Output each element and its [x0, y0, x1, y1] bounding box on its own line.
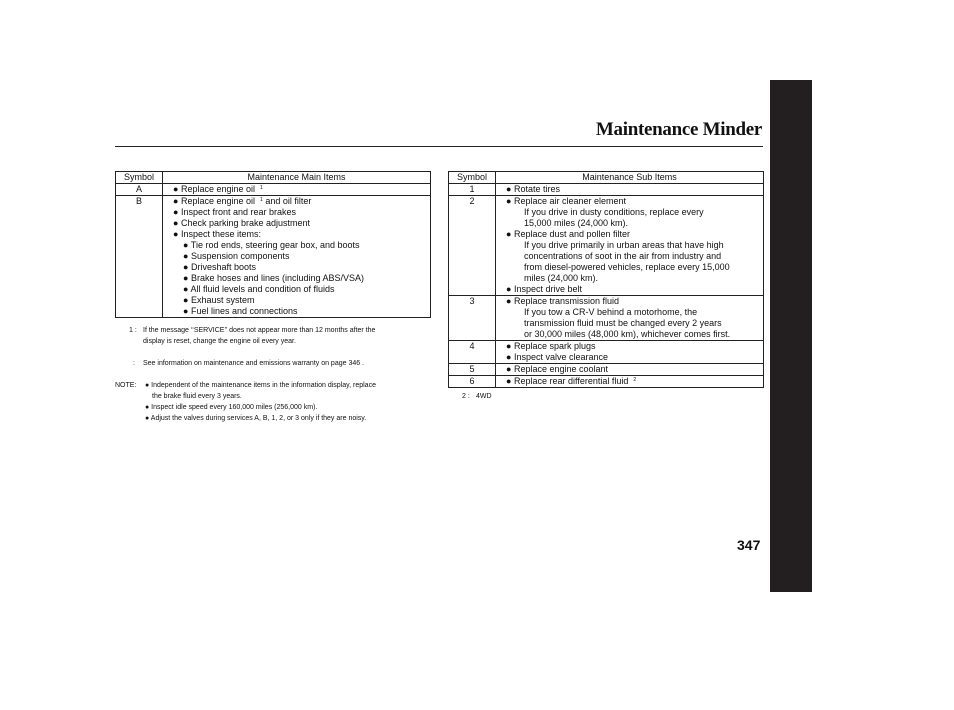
sub-symbol: 1 — [449, 184, 496, 196]
bullet-icon: ● — [506, 184, 512, 194]
main-item — [165, 240, 428, 251]
bullet-icon: ● — [173, 218, 179, 228]
sub-item-text: Replace dust and pollen filter — [513, 229, 631, 239]
main-item-text: Brake hoses and lines (including ABS/VSA) — [190, 273, 365, 283]
sub-row — [449, 376, 764, 388]
main-item-text: Check parking brake adjustment — [180, 218, 311, 228]
footnote-1-marker: 1 : — [129, 327, 137, 334]
main-item-text: Suspension components — [190, 251, 290, 261]
note-line-1: ● Independent of the maintenance items in the information display, replace — [145, 382, 376, 389]
bullet-icon: ● — [183, 262, 189, 272]
sub-item — [498, 352, 761, 363]
sub-symbol: 4 — [449, 341, 496, 364]
note-line-4: ● Adjust the valves during services A, B, 1, 2, or 3 only if they are noisy. — [145, 415, 367, 422]
title-rule — [115, 146, 763, 147]
bullet-icon: ● — [506, 196, 512, 206]
sub-item-text: or 30,000 miles (48,000 km), whichever comes first. — [524, 329, 731, 339]
sub-row — [449, 184, 764, 196]
main-item — [165, 229, 428, 240]
main-row — [116, 184, 431, 196]
footnote-warranty-marker: : — [133, 360, 135, 367]
bullet-icon: ● — [173, 229, 179, 239]
footnote-ref: 1 — [260, 197, 263, 203]
section-tab — [770, 80, 812, 592]
sub-items-cell — [496, 184, 764, 196]
main-symbol: A — [116, 184, 163, 196]
main-item-text: Replace engine oil — [180, 196, 256, 206]
bullet-icon: ● — [506, 341, 512, 351]
sub-items-table — [448, 171, 764, 388]
sub-row — [449, 296, 764, 341]
sub-item-text: If you drive in dusty conditions, replace every — [524, 207, 704, 217]
sub-items-cell — [496, 296, 764, 341]
main-item — [165, 184, 428, 195]
main-items-table — [115, 171, 431, 318]
bullet-icon: ● — [506, 376, 512, 386]
sub-item-text: Replace rear differential fluid — [513, 376, 629, 386]
sub-item-text: concentrations of soot in the air from industry and — [524, 251, 722, 261]
main-item — [165, 251, 428, 262]
sub-item-text: 15,000 miles (24,000 km). — [524, 218, 629, 228]
sub-item — [498, 284, 761, 295]
main-item-text: Inspect these items: — [180, 229, 261, 239]
main-item — [165, 284, 428, 295]
main-row — [116, 196, 431, 318]
main-item — [165, 295, 428, 306]
sub-item — [498, 196, 761, 207]
bullet-icon: ● — [173, 196, 179, 206]
main-item-text: Inspect front and rear brakes — [180, 207, 297, 217]
sub-item — [498, 207, 761, 218]
main-item-text: Fuel lines and connections — [190, 306, 298, 316]
note-line-3: ● Inspect idle speed every 160,000 miles (256,000 km). — [145, 404, 318, 411]
main-item-suffix: and oil filter — [265, 196, 312, 206]
sub-item-text: Rotate tires — [513, 184, 560, 194]
sub-item — [498, 376, 761, 387]
note-label: NOTE: — [115, 382, 137, 389]
bullet-icon: ● — [183, 306, 189, 316]
sub-item-text: Inspect valve clearance — [513, 352, 609, 362]
main-item — [165, 218, 428, 229]
footnote-warranty-text: See information on maintenance and emissions warranty on page 346 . — [143, 360, 365, 367]
sub-items-header: Maintenance Sub Items — [496, 172, 764, 184]
bullet-icon: ● — [183, 295, 189, 305]
bullet-icon: ● — [506, 229, 512, 239]
page-number: 347 — [737, 537, 761, 553]
main-items-header: Maintenance Main Items — [163, 172, 431, 184]
sub-row — [449, 364, 764, 376]
footnote-2-text: 4WD — [476, 393, 492, 400]
sub-items-cell — [496, 364, 764, 376]
main-item-text: All fluid levels and condition of fluids — [190, 284, 335, 294]
sub-item — [498, 251, 761, 262]
sub-row — [449, 341, 764, 364]
main-symbol: B — [116, 196, 163, 318]
footnote-2-marker: 2 : — [462, 393, 470, 400]
footnote-ref: 2 — [633, 377, 637, 383]
note-line-2: the brake fluid every 3 years. — [152, 393, 242, 400]
bullet-icon: ● — [173, 184, 179, 194]
sub-symbol-header: Symbol — [449, 172, 496, 184]
page-title: Maintenance Minder — [595, 119, 762, 140]
sub-item-text: Inspect drive belt — [513, 284, 582, 294]
sub-item-text: If you drive primarily in urban areas that have high — [524, 240, 724, 250]
sub-symbol: 5 — [449, 364, 496, 376]
sub-item-text: transmission fluid must be changed every 2 years — [524, 318, 722, 328]
bullet-icon: ● — [173, 207, 179, 217]
bullet-icon: ● — [506, 284, 512, 294]
sub-item — [498, 262, 761, 273]
bullet-icon: ● — [506, 296, 512, 306]
sub-item — [498, 364, 761, 375]
sub-item — [498, 318, 761, 329]
sub-item-text: from diesel-powered vehicles, replace every 15,000 — [524, 262, 730, 272]
main-item-text: Driveshaft boots — [190, 262, 256, 272]
sub-item — [498, 307, 761, 318]
sub-symbol: 3 — [449, 296, 496, 341]
sub-item-text: Replace engine coolant — [513, 364, 609, 374]
sub-items-cell — [496, 341, 764, 364]
main-item — [165, 207, 428, 218]
sub-item-text: Replace transmission fluid — [513, 296, 619, 306]
main-item — [165, 306, 428, 317]
main-item-text: Replace engine oil — [180, 184, 256, 194]
sub-items-cell — [496, 196, 764, 296]
sub-symbol: 2 — [449, 196, 496, 296]
sub-item-text: Replace spark plugs — [513, 341, 596, 351]
bullet-icon: ● — [506, 364, 512, 374]
sub-item-text: miles (24,000 km). — [524, 273, 599, 283]
bullet-icon: ● — [183, 284, 189, 294]
sub-item — [498, 329, 761, 340]
sub-row — [449, 196, 764, 296]
main-item — [165, 273, 428, 284]
footnote-1-line-1: If the message ‘‘SERVICE’’ does not appear more than 12 months after the — [143, 327, 376, 334]
footnote-1-line-2: display is reset, change the engine oil every year. — [143, 338, 296, 345]
bullet-icon: ● — [506, 352, 512, 362]
main-symbol-header: Symbol — [116, 172, 163, 184]
bullet-icon: ● — [183, 240, 189, 250]
sub-item — [498, 184, 761, 195]
sub-item-text: If you tow a CR-V behind a motorhome, the — [524, 307, 698, 317]
main-items-cell — [163, 184, 431, 196]
main-item — [165, 262, 428, 273]
main-items-cell — [163, 196, 431, 318]
sub-item — [498, 218, 761, 229]
main-item — [165, 196, 428, 207]
main-item-text: Tie rod ends, steering gear box, and boots — [190, 240, 360, 250]
bullet-icon: ● — [183, 273, 189, 283]
main-table-header — [116, 172, 431, 184]
footnote-ref: 1 — [260, 185, 263, 191]
sub-item — [498, 229, 761, 240]
sub-table-header — [449, 172, 764, 184]
sub-item — [498, 273, 761, 284]
sub-item-text: Replace air cleaner element — [513, 196, 627, 206]
sub-item — [498, 296, 761, 307]
main-item-text: Exhaust system — [190, 295, 255, 305]
sub-symbol: 6 — [449, 376, 496, 388]
sub-item — [498, 240, 761, 251]
sub-item — [498, 341, 761, 352]
bullet-icon: ● — [183, 251, 189, 261]
sub-items-cell — [496, 376, 764, 388]
